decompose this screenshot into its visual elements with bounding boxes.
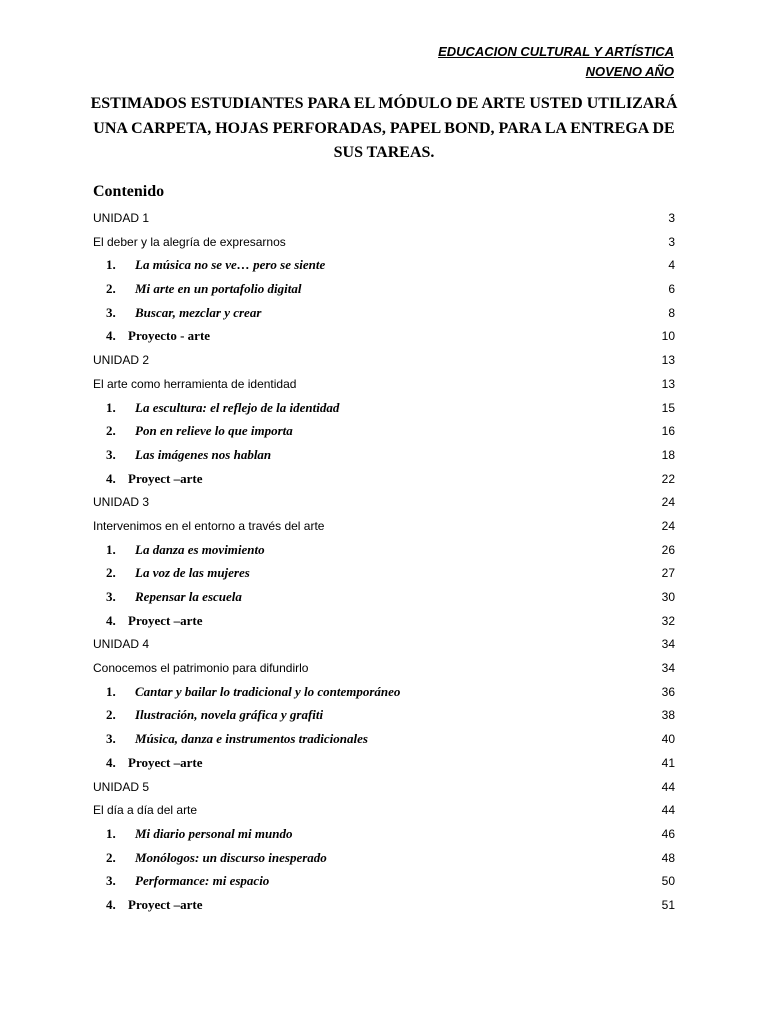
toc-page-number: 18 bbox=[661, 447, 675, 462]
toc-page-number: 27 bbox=[661, 566, 675, 581]
toc-page-number: 24 bbox=[661, 495, 675, 510]
toc-entry-number: 3. bbox=[106, 873, 116, 889]
toc-entry-label: El día a día del arte bbox=[93, 803, 198, 818]
toc-entry-label: Música, danza e instrumentos tradicionales bbox=[135, 731, 368, 747]
toc-entry[interactable] bbox=[93, 491, 675, 515]
toc-entry[interactable] bbox=[93, 633, 675, 657]
toc-entry[interactable] bbox=[93, 752, 675, 776]
toc-page-number: 16 bbox=[661, 424, 675, 439]
toc-page-number: 13 bbox=[661, 376, 675, 391]
toc-entry-label: Proyect –arte bbox=[128, 754, 203, 770]
toc-entry[interactable] bbox=[93, 870, 675, 894]
toc-page-number: 13 bbox=[661, 353, 675, 368]
toc-entry-number: 1. bbox=[106, 541, 116, 557]
toc-entry[interactable] bbox=[93, 894, 675, 918]
header-grade: NOVENO AÑO bbox=[585, 64, 674, 79]
toc-entry-label: Performance: mi espacio bbox=[135, 873, 270, 889]
toc-page-number: 41 bbox=[661, 755, 675, 770]
toc-entry-label: Proyect –arte bbox=[128, 612, 203, 628]
toc-page-number: 46 bbox=[661, 826, 675, 841]
toc-entry[interactable] bbox=[93, 704, 675, 728]
toc-entry-number: 2. bbox=[106, 849, 116, 865]
toc-entry[interactable] bbox=[93, 397, 675, 421]
toc-page-number: 34 bbox=[661, 661, 675, 676]
toc-entry[interactable] bbox=[93, 444, 675, 468]
toc-page-number: 38 bbox=[661, 708, 675, 723]
toc-entry-label: Proyect –arte bbox=[128, 896, 203, 912]
toc-page-number: 32 bbox=[661, 613, 675, 628]
toc-entry-label: UNIDAD 5 bbox=[93, 779, 150, 794]
toc-entry-number: 1. bbox=[106, 257, 116, 273]
toc-entry-number: 1. bbox=[106, 399, 116, 415]
toc-entry[interactable] bbox=[93, 539, 675, 563]
toc-entry-number: 4. bbox=[106, 612, 116, 628]
toc-entry-label: UNIDAD 1 bbox=[93, 211, 150, 225]
toc-entry[interactable] bbox=[93, 278, 675, 302]
intro-paragraph: ESTIMADOS ESTUDIANTES PARA EL MÓDULO DE ARTE USTED UTILIZARÁ UNA CARPETA, HOJAS PERFORADAS, PAPEL BOND, PARA LA ENTREGA DE SUS TAREAS. bbox=[90, 95, 678, 161]
toc-entry-number: 3. bbox=[106, 589, 116, 604]
toc-entry[interactable] bbox=[93, 207, 675, 231]
toc-entry-label: UNIDAD 2 bbox=[93, 353, 150, 368]
toc-page-number: 4 bbox=[668, 258, 675, 273]
toc-entry[interactable] bbox=[93, 468, 675, 492]
toc-title: Contenido bbox=[93, 183, 165, 200]
toc-page-number: 24 bbox=[661, 518, 675, 533]
toc-entry-label: Repensar la escuela bbox=[135, 589, 242, 604]
toc-page-number: 3 bbox=[668, 234, 675, 249]
toc-entry-label: Las imágenes nos hablan bbox=[135, 446, 272, 462]
toc-entry-label: Proyect –arte bbox=[128, 470, 203, 486]
toc-entry-label: Proyecto - arte bbox=[128, 328, 211, 344]
toc-entry-label: UNIDAD 4 bbox=[93, 637, 150, 652]
toc-entry-label: Intervenimos en el entorno a través del arte bbox=[93, 518, 325, 533]
toc-entry-number: 2. bbox=[106, 565, 116, 581]
toc-entry-label: Mi diario personal mi mundo bbox=[135, 825, 293, 841]
toc-entry[interactable] bbox=[93, 823, 675, 847]
toc-page-number: 8 bbox=[668, 305, 675, 320]
toc-entry-label: Conocemos el patrimonio para difundirlo bbox=[93, 661, 309, 676]
toc-entry-number: 4. bbox=[106, 754, 116, 770]
header-subject: EDUCACION CULTURAL Y ARTÍSTICA bbox=[438, 44, 674, 59]
toc-entry-label: Pon en relieve lo que importa bbox=[135, 423, 293, 439]
toc-entry[interactable] bbox=[93, 799, 675, 823]
toc-entry-number: 1. bbox=[106, 825, 116, 841]
toc-entry-number: 2. bbox=[106, 707, 116, 723]
toc-entry-label: Cantar y bailar lo tradicional y lo contemporáneo bbox=[135, 683, 401, 699]
toc-entry[interactable] bbox=[93, 586, 675, 610]
toc-entry-number: 3. bbox=[106, 446, 116, 462]
toc-entry-label: La música no se ve… pero se siente bbox=[135, 257, 326, 273]
toc-page-number: 48 bbox=[661, 850, 675, 865]
toc-page-number: 26 bbox=[661, 542, 675, 557]
toc-entry-label: La danza es movimiento bbox=[135, 541, 265, 557]
toc-entry[interactable] bbox=[93, 349, 675, 373]
toc-entry[interactable] bbox=[93, 515, 675, 539]
toc-page-number: 6 bbox=[668, 282, 675, 297]
toc-page-number: 36 bbox=[661, 684, 675, 699]
toc-page-number: 44 bbox=[661, 779, 675, 794]
table-of-contents bbox=[93, 207, 675, 918]
toc-entry-label: Buscar, mezclar y crear bbox=[135, 304, 262, 320]
toc-entry[interactable] bbox=[93, 231, 675, 255]
toc-entry-number: 2. bbox=[106, 281, 116, 297]
toc-entry[interactable] bbox=[93, 373, 675, 397]
toc-entry-number: 4. bbox=[106, 896, 116, 912]
toc-entry[interactable] bbox=[93, 776, 675, 800]
toc-entry-label: UNIDAD 3 bbox=[93, 495, 150, 510]
toc-entry[interactable] bbox=[93, 420, 675, 444]
toc-entry-label: El arte como herramienta de identidad bbox=[93, 376, 297, 391]
toc-page-number: 10 bbox=[661, 329, 675, 344]
toc-entry-number: 4. bbox=[106, 328, 116, 344]
toc-entry-number: 2. bbox=[106, 423, 116, 439]
toc-entry-label: El deber y la alegría de expresarnos bbox=[93, 234, 286, 249]
toc-entry[interactable] bbox=[93, 302, 675, 326]
toc-page-number: 34 bbox=[661, 637, 675, 652]
toc-entry-number: 3. bbox=[106, 304, 116, 320]
toc-entry[interactable] bbox=[93, 681, 675, 705]
toc-page-number: 15 bbox=[661, 400, 675, 415]
toc-page-number: 22 bbox=[661, 471, 675, 486]
toc-entry-label: La escultura: el reflejo de la identidad bbox=[135, 399, 340, 415]
document-header bbox=[438, 42, 674, 82]
toc-entry[interactable] bbox=[93, 562, 675, 586]
toc-entry-number: 1. bbox=[106, 683, 116, 699]
toc-page-number: 3 bbox=[668, 211, 675, 225]
toc-entry-label: Ilustración, novela gráfica y grafiti bbox=[135, 707, 324, 723]
toc-page-number: 30 bbox=[661, 590, 675, 604]
toc-entry[interactable] bbox=[93, 325, 675, 349]
toc-entry[interactable] bbox=[93, 254, 675, 278]
toc-entry-number: 3. bbox=[106, 731, 116, 747]
toc-entry[interactable] bbox=[93, 657, 675, 681]
toc-entry-label: Monólogos: un discurso inesperado bbox=[135, 849, 327, 865]
toc-entry[interactable] bbox=[93, 610, 675, 634]
toc-entry-label: Mi arte en un portafolio digital bbox=[135, 281, 302, 297]
toc-entry[interactable] bbox=[93, 847, 675, 871]
toc-page-number: 50 bbox=[661, 874, 675, 889]
toc-entry-number: 4. bbox=[106, 470, 116, 486]
toc-entry[interactable] bbox=[93, 728, 675, 752]
toc-page-number: 44 bbox=[661, 803, 675, 818]
toc-page-number: 40 bbox=[661, 732, 675, 747]
toc-page-number: 51 bbox=[661, 897, 675, 912]
toc-entry-label: La voz de las mujeres bbox=[135, 565, 250, 581]
